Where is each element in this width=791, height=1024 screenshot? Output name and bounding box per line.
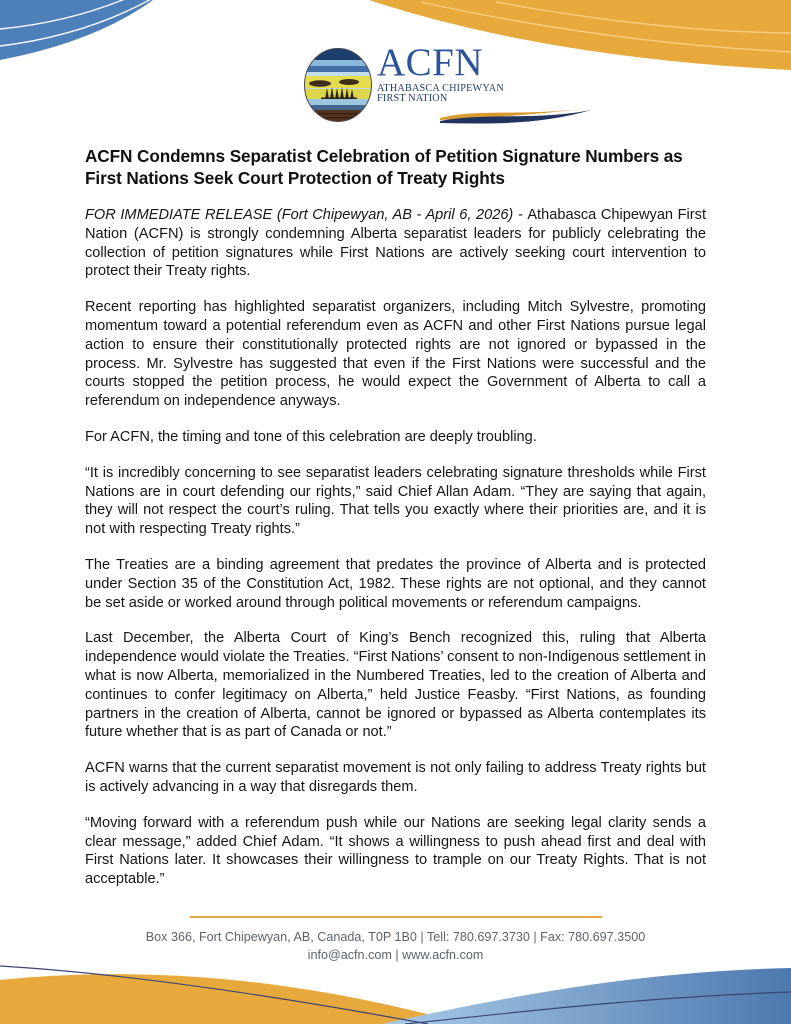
bottom-swoosh-decoration <box>0 952 791 1024</box>
paragraph: Recent reporting has highlighted separatist organizers, including Mitch Sylvestre, promoting momentum toward a potential referendum even as ACFN and other First Nations pursue legal action to ensure their constitutionally protected rights are not ignored or bypassed in the process. Mr. Sylvestre has suggested that even if the First Nations were successful and the courts stopped the petition process, he would expect the Government of Alberta to call a referendum on independence anyways. <box>85 299 706 410</box>
logo-name-line2: FIRST NATION <box>377 92 448 104</box>
logo-name-line1: ATHABASCA CHIPEWYAN <box>377 83 504 94</box>
paragraph: The Treaties are a binding agreement that predates the province of Alberta and is protected under Section 35 of the Constitution Act, 1982. These rights are not optional, and they cannot be set aside or worked around through political movements or referendum campaigns. <box>85 556 706 611</box>
headline: ACFN Condemns Separatist Celebration of Petition Signature Numbers as First Nations Seek Court Protection of Treaty Rights <box>85 146 683 188</box>
footer-divider <box>190 916 602 918</box>
press-release-body <box>85 146 706 906</box>
logo-swoosh-decoration <box>440 104 592 126</box>
logo-text <box>377 41 504 104</box>
footer-web-line: info@acfn.com | www.acfn.com <box>307 948 484 962</box>
logo-acronym: ACFN <box>377 41 484 84</box>
release-paragraph-lead <box>85 206 706 281</box>
paragraph: “It is incredibly concerning to see separatist leaders celebrating signature thresholds while First Nations are in court defending our rights,” said Chief Allan Adam. “They are saying that again, they will not respect the court’s ruling. That tells you exactly where their priorities are, and it is not with respecting Treaty rights.” <box>85 464 706 538</box>
acfn-emblem-icon <box>303 47 373 123</box>
release-lead-text: Athabasca Chipewyan First Nation (ACFN) is strongly condemning Alberta separatist leaders for publicly celebrating the collection of petition signatures while First Nations are actively seeking court intervention to protect their Treaty rights. <box>85 207 706 280</box>
footer-contact-line: Box 366, Fort Chipewyan, AB, Canada, T0P 1B0 | Tell: 780.697.3730 | Fax: 780.697.3500 <box>145 930 646 944</box>
paragraph: “Moving forward with a referendum push while our Nations are seeking legal clarity sends a clear message,” added Chief Adam. “It shows a willingness to push ahead first and deal with First Nations later. It showcases their willingness to trample on our Treaty Rights. That is not acceptable.” <box>85 814 706 888</box>
top-left-swoosh-decoration <box>0 0 260 70</box>
release-dateline: FOR IMMEDIATE RELEASE (Fort Chipewyan, AB - April 6, 2026) - <box>85 207 528 223</box>
acfn-logo <box>303 41 533 137</box>
paragraph: ACFN warns that the current separatist movement is not only failing to address Treaty rights but is actively advancing in a way that disregards them. <box>85 760 706 795</box>
paragraph: Last December, the Alberta Court of King’s Bench recognized this, ruling that Alberta independence would violate the Treaties. “First Nations’ consent to non-Indigenous settlement in what is now Alberta, memorialized in the Numbered Treaties, led to the creation of Alberta and continues to confer legitimacy on Alberta,” held Justice Feasby. “First Nations, as founding partners in the creation of Alberta, cannot be ignored or bypassed as Alberta contemplates its future whether that is as part of Canada or not.” <box>85 630 706 741</box>
paragraph: For ACFN, the timing and tone of this celebration are deeply troubling. <box>85 428 537 445</box>
